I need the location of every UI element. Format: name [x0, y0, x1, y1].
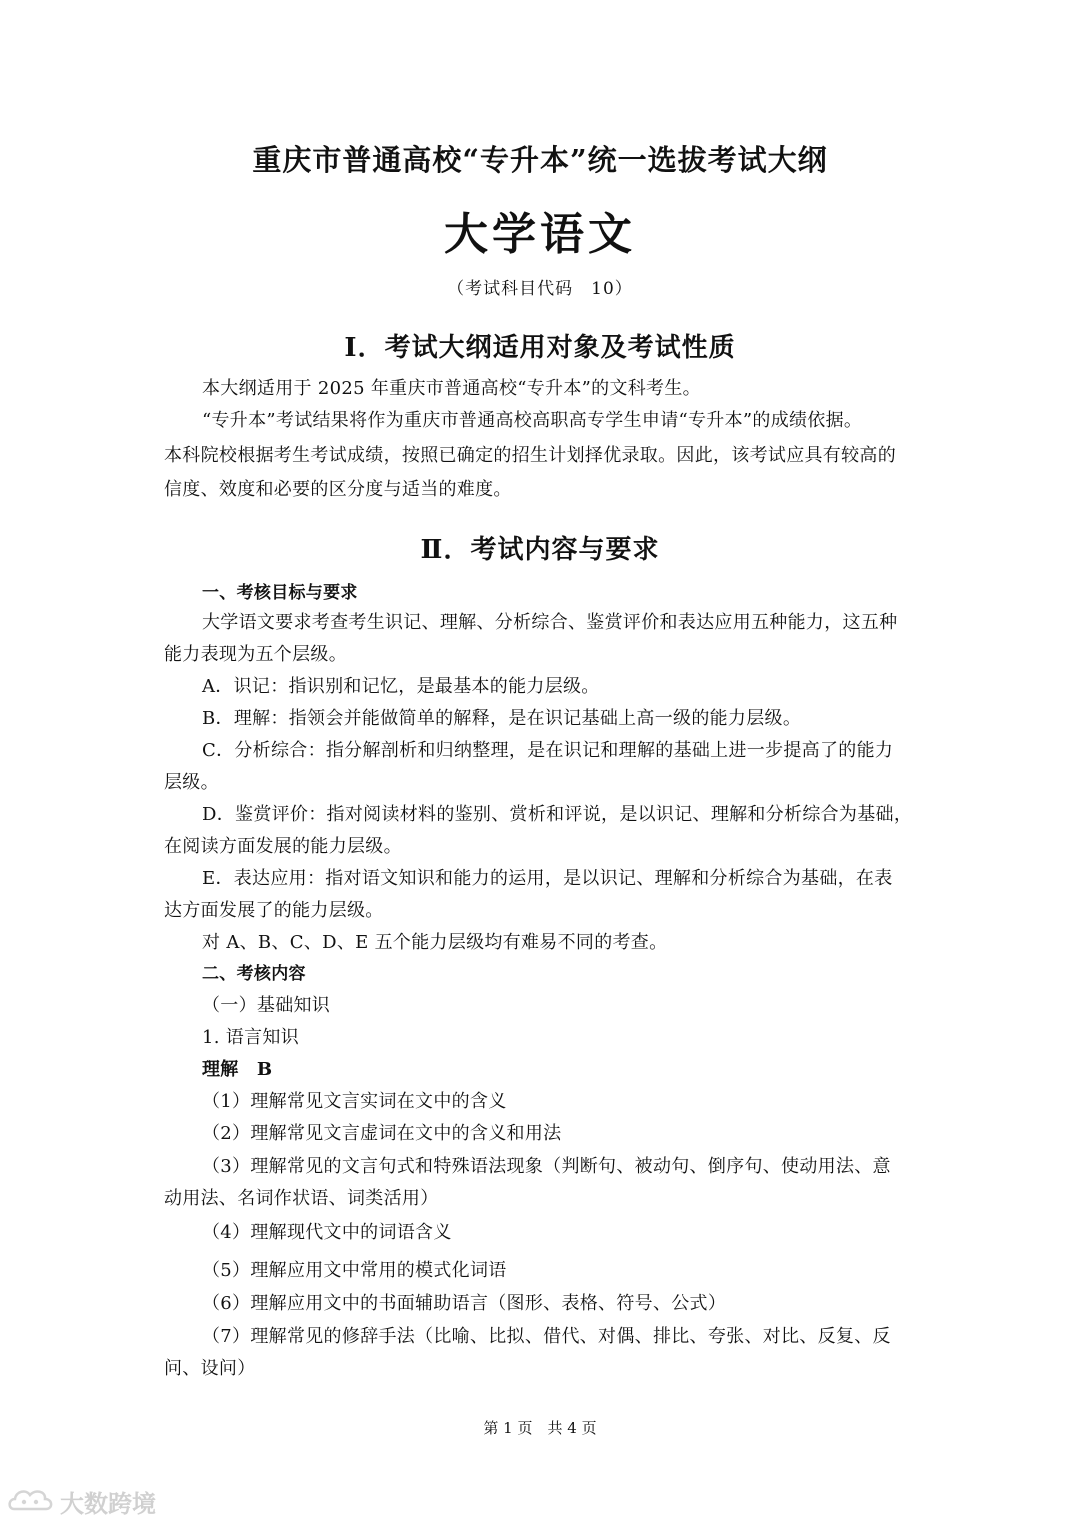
- level-item-c-cont: 层级。: [164, 772, 219, 793]
- section-2-heading: Ⅱ．考试内容与要求: [420, 535, 660, 565]
- level-item-a: A．识记：指识别和记忆，是最基本的能力层级。: [202, 676, 600, 697]
- list-item: （1）理解常见文言实词在文中的含义: [202, 1091, 507, 1112]
- level-item-b: B．理解：指领会并能做简单的解释，是在识记基础上高一级的能力层级。: [202, 708, 802, 729]
- section-1-line: 信度、效度和必要的区分度与适当的难度。: [164, 479, 512, 500]
- list-item-cont: 动用法、名词作状语、词类活用）: [164, 1188, 439, 1209]
- subsection-heading: （一）基础知识: [202, 995, 331, 1016]
- cloud-logo-icon: [8, 1485, 54, 1519]
- paragraph-line: 能力表现为五个层级。: [164, 644, 347, 665]
- list-item: （2）理解常见文言虚词在文中的含义和用法: [202, 1123, 562, 1144]
- list-item: （6）理解应用文中的书面辅助语言（图形、表格、符号、公式）: [202, 1293, 727, 1314]
- list-item: （3）理解常见的文言句式和特殊语法现象（判断句、被动句、倒序句、使动用法、意: [202, 1156, 891, 1177]
- subject-code: （考试科目代码 10）: [447, 279, 633, 299]
- level-label: 理解 B: [202, 1059, 273, 1080]
- level-item-e: E．表达应用：指对语文知识和能力的运用，是以识记、理解和分析综合为基础，在表: [202, 868, 893, 889]
- list-item: （7）理解常见的修辞手法（比喻、比拟、借代、对偶、排比、夸张、对比、反复、反: [202, 1326, 891, 1347]
- document-title: 重庆市普通高校“专升本”统一选拔考试大纲: [252, 143, 828, 177]
- paragraph-line: 大学语文要求考查考生识记、理解、分析综合、鉴赏评价和表达应用五种能力，这五种: [202, 612, 898, 633]
- list-item: （4）理解现代文中的词语含义: [202, 1222, 452, 1243]
- assessment-goals-heading: 一、考核目标与要求: [202, 583, 358, 603]
- list-item: （5）理解应用文中常用的模式化词语: [202, 1260, 507, 1281]
- subsection-heading: 1. 语言知识: [202, 1027, 299, 1048]
- subject-title: 大学语文: [444, 209, 636, 260]
- watermark: [8, 1484, 156, 1519]
- section-1-line: “专升本”考试结果将作为重庆市普通高校高职高专学生申请“专升本”的成绩依据。: [202, 410, 863, 431]
- level-item-c: C．分析综合：指分解剖析和归纳整理，是在识记和理解的基础上进一步提高了的能力: [202, 740, 894, 761]
- assessment-content-heading: 二、考核内容: [202, 964, 306, 984]
- level-item-d-cont: 在阅读方面发展的能力层级。: [164, 836, 402, 857]
- watermark-text: 大数跨境: [60, 1490, 156, 1518]
- section-1-heading: Ⅰ．考试大纲适用对象及考试性质: [344, 333, 736, 363]
- page-number: 第 1 页 共 4 页: [483, 1419, 597, 1437]
- level-item-e-cont: 达方面发展了的能力层级。: [164, 900, 384, 921]
- list-item-cont: 问、设问）: [164, 1358, 256, 1379]
- section-1-line: 本科院校根据考生考试成绩，按照已确定的招生计划择优录取。因此，该考试应具有较高的: [164, 445, 896, 466]
- section-1-line: 本大纲适用于 2025 年重庆市普通高校“专升本”的文科考生。: [202, 378, 701, 399]
- paragraph-line: 对 A、B、C、D、E 五个能力层级均有难易不同的考查。: [202, 932, 668, 953]
- level-item-d: D．鉴赏评价：指对阅读材料的鉴别、赏析和评说，是以识记、理解和分析综合为基础，: [202, 804, 913, 825]
